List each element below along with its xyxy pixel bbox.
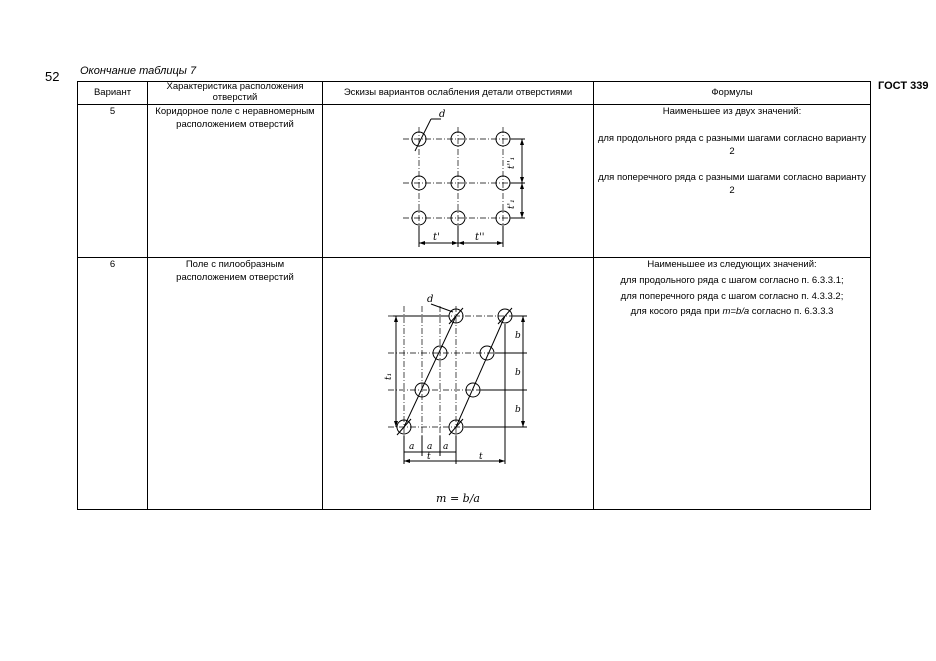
sketch-cell: [323, 258, 594, 510]
formula-text: согласно п. 6.3.3.3: [749, 306, 834, 318]
header-sketches: Эскизы вариантов ослабления детали отверстиями: [323, 82, 594, 105]
corridor-field-sketch: [383, 105, 533, 255]
header-formulas: Формулы: [594, 82, 871, 105]
formulas-cell: [594, 105, 871, 258]
sketch-label-b: b: [515, 405, 521, 415]
sketch-label-t: t: [479, 452, 483, 462]
variant-number: 6: [78, 258, 148, 510]
sawtooth-field-sketch: [383, 286, 533, 486]
table-header-row: [78, 82, 871, 105]
table-caption: Окончание таблицы 7: [80, 65, 197, 77]
formula-line: для продольного ряда с шагом согласно п. 6.3.3.1;: [620, 274, 844, 286]
header-variant: Вариант: [78, 82, 148, 105]
sketch-label-b: b: [515, 331, 521, 341]
sketch-label-t2: t'': [475, 232, 485, 243]
page-number: 52: [45, 69, 60, 84]
sketch-label-d: d: [427, 294, 434, 305]
header-characteristic: Характеристика расположения отверстий: [148, 82, 323, 105]
formula-line: для продольного ряда с разными шагами согласно варианту 2: [597, 132, 867, 157]
formula-line: для поперечного ряда с шагом согласно п. 4.3.3.2;: [620, 290, 844, 302]
variant-description: Поле с пилообразным расположением отверстий: [148, 258, 323, 510]
variant-description: Коридорное поле с неравномерным расположением отверстий: [148, 105, 323, 258]
sketch-label-a: a: [443, 442, 449, 452]
sketch-label-t: t: [427, 452, 431, 462]
holes-table: [77, 81, 871, 510]
table-row: [78, 258, 871, 510]
sketch-label-d: d: [439, 109, 446, 120]
sketch-label-t2v: t'₁: [507, 199, 517, 209]
table-row: [78, 105, 871, 258]
variant-number: 5: [78, 105, 148, 258]
sketch-label-a: a: [427, 442, 433, 452]
formula-intro: Наименьшее из двух значений:: [662, 106, 802, 117]
sketch-label-t1v: t''₁: [507, 156, 517, 169]
formula-line: для поперечного ряда с разными шагами согласно варианту 2: [598, 172, 866, 197]
sketch-cell: [323, 105, 594, 258]
formulas-cell: [594, 258, 871, 510]
formula-intro: Наименьшее из следующих значений:: [647, 259, 817, 270]
formula-text: для косого ряда при: [630, 306, 723, 318]
formula-line: [596, 306, 868, 319]
sketch-label-t1: t': [433, 232, 440, 243]
sketch-label-b: b: [515, 368, 521, 378]
gost-label: ГОСТ 339: [878, 80, 929, 92]
sketch-label-t1: t₁: [384, 372, 394, 380]
sketch-label-a: a: [409, 442, 415, 452]
formula-expression: m=b/a: [722, 306, 750, 318]
sketch-formula: m = b/a: [436, 492, 480, 506]
